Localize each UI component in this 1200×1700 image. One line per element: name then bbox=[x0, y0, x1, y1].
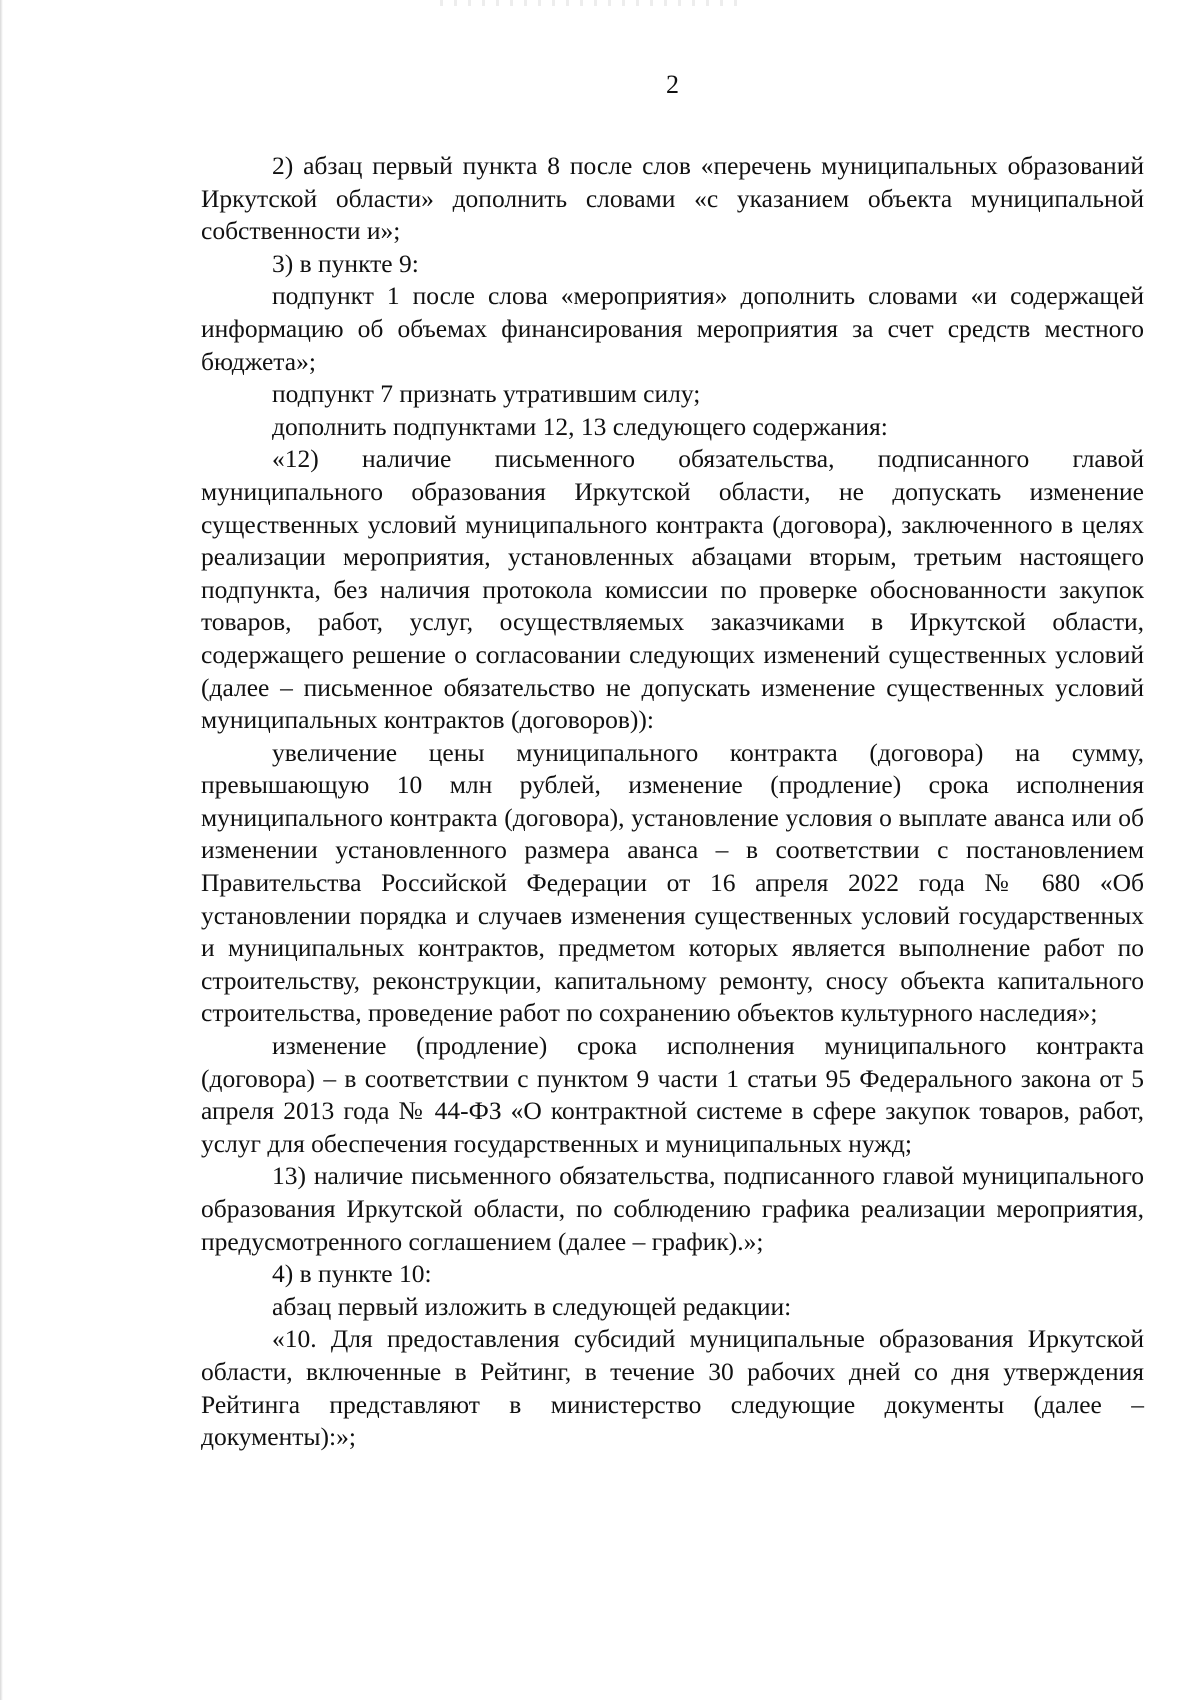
scan-left-edge bbox=[0, 0, 3, 1700]
paragraph-first-abzac: абзац первый изложить в следующей редакции: bbox=[272, 1291, 792, 1321]
paragraph-price-increase: увеличение цены муниципального контракта (договора) на сумму, превышающую 10 млн рублей, изменение (продление) срока исполнения муниципального контракта (договора), установление условия о выплате аванса или об изменении установленного размера аванса – в соответствии с постановлением Правительства Российской Федерации от 16 апреля 2022 года № 680 «Об установлении порядка и случаев изменения существенных условий государственных и муниципальных контрактов, предметом которых является выполнение работ по строительству, реконструкции, капитальному ремонту, сносу объекта капитального строительства, проведение работ по сохранению объектов культурного наследия»; bbox=[201, 737, 1144, 1028]
paragraph-item-3-heading: 3) в пункте 9: bbox=[272, 248, 419, 278]
document-body bbox=[201, 150, 1144, 1454]
page-number: 2 bbox=[666, 70, 679, 99]
paragraph-add-subitems: дополнить подпунктами 12, 13 следующего содержания: bbox=[272, 411, 888, 441]
paragraph-term-extension: изменение (продление) срока исполнения муниципального контракта (договора) – в соответствии с пунктом 9 части 1 статьи 95 Федерального закона от 5 апреля 2013 года № 44-ФЗ «О контрактной системе в сфере закупок товаров, работ, услуг для обеспечения государственных и муниципальных нужд; bbox=[201, 1031, 1144, 1158]
paragraph-item-4-heading: 4) в пункте 10: bbox=[272, 1259, 432, 1289]
paragraph-item-10: «10. Для предоставления субсидий муниципальные образования Иркутской области, включенные в Рейтинг, в течение 30 рабочих дней со дня утверждения Рейтинга представляют в министерство следующие документы (далее – документы):»; bbox=[201, 1324, 1144, 1452]
paragraph-subitem-7: подпункт 7 признать утратившим силу; bbox=[272, 379, 701, 409]
paragraph-subitem-1: подпункт 1 после слова «мероприятия» дополнить словами «и содержащей информацию об объемах финансирования мероприятия за счет средств местного бюджета»; bbox=[201, 281, 1144, 376]
paragraph-subitem-13: 13) наличие письменного обязательства, подписанного главой муниципального образования Иркутской области, по соблюдению графика реализации мероприятия, предусмотренного соглашением (далее – график).»; bbox=[201, 1161, 1144, 1256]
paragraph-item-2: 2) абзац первый пункта 8 после слов «перечень муниципальных образований Иркутской области» дополнить словами «с указанием объекта муниципальной собственности и»; bbox=[201, 151, 1144, 246]
paragraph-subitem-12: «12) наличие письменного обязательства, подписанного главой муниципального образования Иркутской области, не допускать изменение существенных условий муниципального контракта (договора), заключенного в целях реализации мероприятия, установленных абзацами вторым, третьим настоящего подпункта, без наличия протокола комиссии по проверке обоснованности закупок товаров, работ, услуг, осуществляемых заказчиками в Иркутской области, содержащего решение о согласовании следующих изменений существенных условий (далее – письменное обязательство не допускать изменение существенных условий муниципальных контрактов (договоров)): bbox=[201, 444, 1144, 735]
scan-top-artifact bbox=[440, 0, 740, 6]
